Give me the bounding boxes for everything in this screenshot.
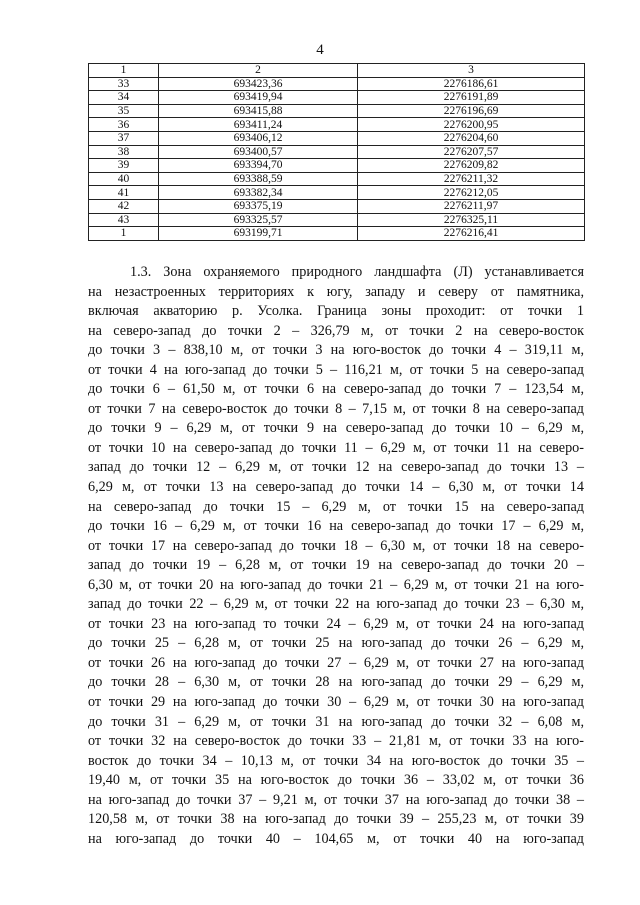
cell-point-number: 39 — [89, 159, 159, 173]
text-line: от точки 29 на юго-запад до точки 30 – 6,29 м, от точки 30 на юго-запад — [88, 694, 584, 711]
column-header-point: 1 — [89, 64, 159, 78]
text-line: от точки 26 на юго-запад до точки 27 – 6,29 м, от точки 27 на юго-запад — [88, 654, 584, 671]
cell-y-coordinate: 2276211,32 — [358, 172, 585, 186]
cell-point-number: 33 — [89, 77, 159, 91]
cell-x-coordinate: 693411,24 — [159, 118, 358, 132]
text-line: до точки 28 – 6,30 м, от точки 28 на юго-запад до точки 29 – 6,29 м, — [88, 674, 584, 691]
cell-point-number: 41 — [89, 186, 159, 200]
table-row — [89, 77, 585, 91]
table-row — [89, 159, 585, 173]
cell-x-coordinate: 693415,88 — [159, 104, 358, 118]
cell-y-coordinate: 2276186,61 — [358, 77, 585, 91]
table-row — [89, 145, 585, 159]
table-row — [89, 131, 585, 145]
text-line: от точки 7 на северо-восток до точки 8 – 7,15 м, от точки 8 на северо-запад — [88, 400, 584, 417]
cell-y-coordinate: 2276200,95 — [358, 118, 585, 132]
column-header-y: 3 — [358, 64, 585, 78]
cell-y-coordinate: 2276211,97 — [358, 199, 585, 213]
text-line: 1.3. Зона охраняемого природного ландшафта (Л) устанавливается — [130, 264, 584, 280]
text-line: до точки 3 – 838,10 м, от точки 3 на юго-восток до точки 4 – 319,11 м, — [88, 342, 584, 359]
cell-y-coordinate: 2276204,60 — [358, 131, 585, 145]
cell-point-number: 37 — [89, 131, 159, 145]
text-line: до точки 9 – 6,29 м, от точки 9 на северо-запад до точки 10 – 6,29 м, — [88, 420, 584, 437]
text-line: 6,30 м, от точки 20 на юго-запад до точки 21 – 6,29 м, от точки 21 на юго- — [88, 576, 584, 593]
table-row — [89, 186, 585, 200]
cell-x-coordinate: 693388,59 — [159, 172, 358, 186]
cell-y-coordinate: 2276216,41 — [358, 227, 585, 241]
text-line: до точки 16 – 6,29 м, от точки 16 на северо-запад до точки 17 – 6,29 м, — [88, 518, 584, 535]
text-line: включая акваторию р. Усолка. Граница зоны проходит: от точки 1 — [88, 303, 584, 320]
zone-description-paragraph — [88, 263, 584, 849]
text-line: от точки 23 на юго-запад то точки 24 – 6,29 м, от точки 24 на юго-запад — [88, 615, 584, 632]
cell-point-number: 35 — [89, 104, 159, 118]
cell-x-coordinate: 693419,94 — [159, 91, 358, 105]
text-line: на северо-запад до точки 15 – 6,29 м, от точки 15 на северо-запад — [88, 498, 584, 515]
cell-y-coordinate: 2276196,69 — [358, 104, 585, 118]
cell-x-coordinate: 693325,57 — [159, 213, 358, 227]
text-line: от точки 4 на юго-запад до точки 5 – 116,21 м, от точки 5 на северо-запад — [88, 361, 584, 378]
text-line: на северо-запад до точки 2 – 326,79 м, от точки 2 на северо-восток — [88, 322, 584, 339]
text-line: восток до точки 34 – 10,13 м, от точки 34 на юго-восток до точки 35 – — [88, 752, 584, 769]
table-row — [89, 199, 585, 213]
text-line: на юго-запад до точки 37 – 9,21 м, от точки 37 на юго-запад до точки 38 – — [88, 791, 584, 808]
table-row — [89, 213, 585, 227]
cell-x-coordinate: 693394,70 — [159, 159, 358, 173]
cell-x-coordinate: 693423,36 — [159, 77, 358, 91]
cell-y-coordinate: 2276191,89 — [358, 91, 585, 105]
text-line: 6,29 м, от точки 13 на северо-запад до точки 14 – 6,30 м, от точки 14 — [88, 479, 584, 496]
cell-y-coordinate: 2276212,05 — [358, 186, 585, 200]
cell-point-number: 36 — [89, 118, 159, 132]
cell-y-coordinate: 2276207,57 — [358, 145, 585, 159]
cell-x-coordinate: 693375,19 — [159, 199, 358, 213]
text-line: до точки 31 – 6,29 м, от точки 31 на юго-запад до точки 32 – 6,08 м, — [88, 713, 584, 730]
text-line: до точки 6 – 61,50 м, от точки 6 на северо-запад до точки 7 – 123,54 м, — [88, 381, 584, 398]
table-header-row — [89, 64, 585, 78]
table-row — [89, 118, 585, 132]
cell-y-coordinate: 2276325,11 — [358, 213, 585, 227]
table-row — [89, 91, 585, 105]
text-line: на незастроенных территориях к югу, западу и северу от памятника, — [88, 283, 584, 300]
cell-point-number: 1 — [89, 227, 159, 241]
text-line: 120,58 м, от точки 38 на юго-запад до точки 39 – 255,23 м, от точки 39 — [88, 811, 584, 828]
text-line: от точки 10 на северо-запад до точки 11 – 6,29 м, от точки 11 на северо- — [88, 439, 584, 456]
cell-y-coordinate: 2276209,82 — [358, 159, 585, 173]
table-row — [89, 227, 585, 241]
cell-point-number: 38 — [89, 145, 159, 159]
cell-x-coordinate: 693406,12 — [159, 131, 358, 145]
cell-point-number: 43 — [89, 213, 159, 227]
text-line: до точки 25 – 6,28 м, от точки 25 на юго-запад до точки 26 – 6,29 м, — [88, 635, 584, 652]
table-row — [89, 104, 585, 118]
page-number: 4 — [316, 42, 324, 58]
table-row — [89, 172, 585, 186]
cell-x-coordinate: 693400,57 — [159, 145, 358, 159]
text-line: запад до точки 19 – 6,28 м, от точки 19 на северо-запад до точки 20 – — [88, 557, 584, 574]
cell-point-number: 40 — [89, 172, 159, 186]
column-header-x: 2 — [159, 64, 358, 78]
text-line: от точки 32 на северо-восток до точки 33 – 21,81 м, от точки 33 на юго- — [88, 733, 584, 750]
cell-point-number: 34 — [89, 91, 159, 105]
text-line: на юго-запад до точки 40 – 104,65 м, от точки 40 на юго-запад — [88, 830, 584, 847]
cell-x-coordinate: 693199,71 — [159, 227, 358, 241]
cell-x-coordinate: 693382,34 — [159, 186, 358, 200]
text-line: от точки 17 на северо-запад до точки 18 – 6,30 м, от точки 18 на северо- — [88, 537, 584, 554]
text-line: запад до точки 12 – 6,29 м, от точки 12 на северо-запад до точки 13 – — [88, 459, 584, 476]
cell-point-number: 42 — [89, 199, 159, 213]
text-line: 19,40 м, от точки 35 на юго-восток до точки 36 – 33,02 м, от точки 36 — [88, 772, 584, 789]
table-body — [89, 77, 585, 240]
text-line: запад до точки 22 – 6,29 м, от точки 22 на юго-запад до точки 23 – 6,30 м, — [88, 596, 584, 613]
coordinates-table — [88, 63, 585, 241]
